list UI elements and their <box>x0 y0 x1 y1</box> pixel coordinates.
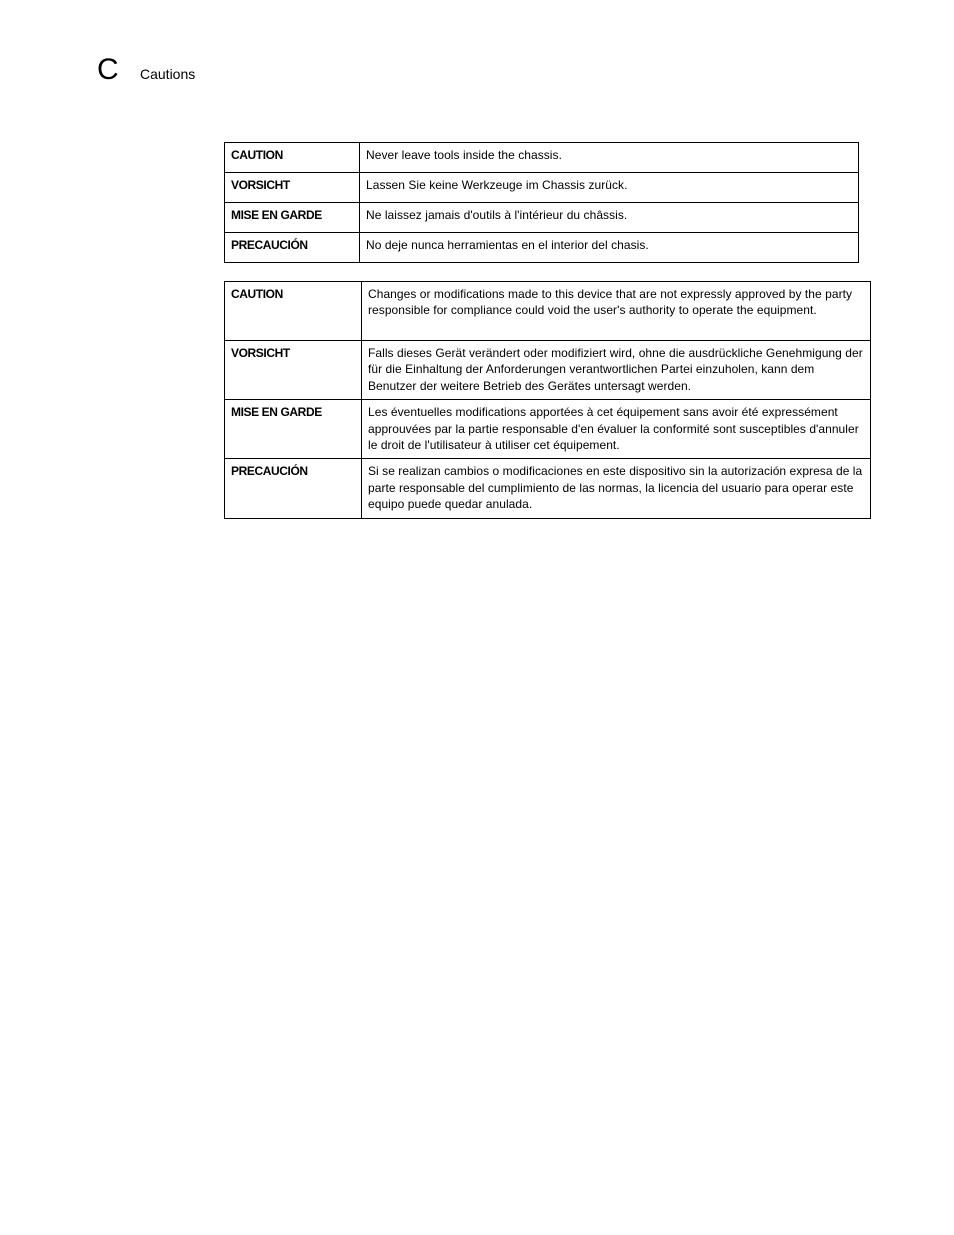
caution-label: PRECAUCIÓN <box>225 233 360 263</box>
caution-label: VORSICHT <box>225 341 362 400</box>
table-row <box>225 341 871 400</box>
caution-text: Si se realizan cambios o modificaciones en este dispositivo sin la autorización expresa de la parte responsable del cumplimiento de las normas, la licencia del usuario para operar este equipo puede quedar anulada. <box>362 459 871 518</box>
table-row <box>225 203 859 233</box>
table-row <box>225 143 859 173</box>
table-row <box>225 282 871 341</box>
caution-text: Changes or modifications made to this device that are not expressly approved by the party responsible for compliance could void the user's authority to operate the equipment. <box>362 282 871 341</box>
table-row <box>225 233 859 263</box>
caution-label: CAUTION <box>225 282 362 341</box>
caution-text: Lassen Sie keine Werkzeuge im Chassis zurück. <box>360 173 859 203</box>
caution-label: VORSICHT <box>225 173 360 203</box>
caution-text: Falls dieses Gerät verändert oder modifiziert wird, ohne die ausdrückliche Genehmigung der für die Einhaltung der Anforderungen verantwortlichen Partei einzuholen, kann dem Benutzer der weitere Betrieb des Gerätes untersagt werden. <box>362 341 871 400</box>
caution-label: CAUTION <box>225 143 360 173</box>
section-title: Cautions <box>140 66 196 82</box>
table-row <box>225 400 871 459</box>
caution-table-modifications <box>224 281 871 519</box>
caution-text: No deje nunca herramientas en el interior del chasis. <box>360 233 859 263</box>
table-row <box>225 173 859 203</box>
page-header <box>0 0 954 100</box>
table-row <box>225 459 871 518</box>
caution-text: Never leave tools inside the chassis. <box>360 143 859 173</box>
caution-text: Les éventuelles modifications apportées à cet équipement sans avoir été expressément approuvées par la partie responsable d'en évaluer la conformité sont susceptibles d'annuler le droit de l'utilisateur à utiliser cet équipement. <box>362 400 871 459</box>
caution-label: MISE EN GARDE <box>225 400 362 459</box>
caution-table-tools <box>224 142 859 263</box>
caution-label: MISE EN GARDE <box>225 203 360 233</box>
caution-label: PRECAUCIÓN <box>225 459 362 518</box>
chapter-letter: C <box>97 53 119 86</box>
caution-text: Ne laissez jamais d'outils à l'intérieur du châssis. <box>360 203 859 233</box>
